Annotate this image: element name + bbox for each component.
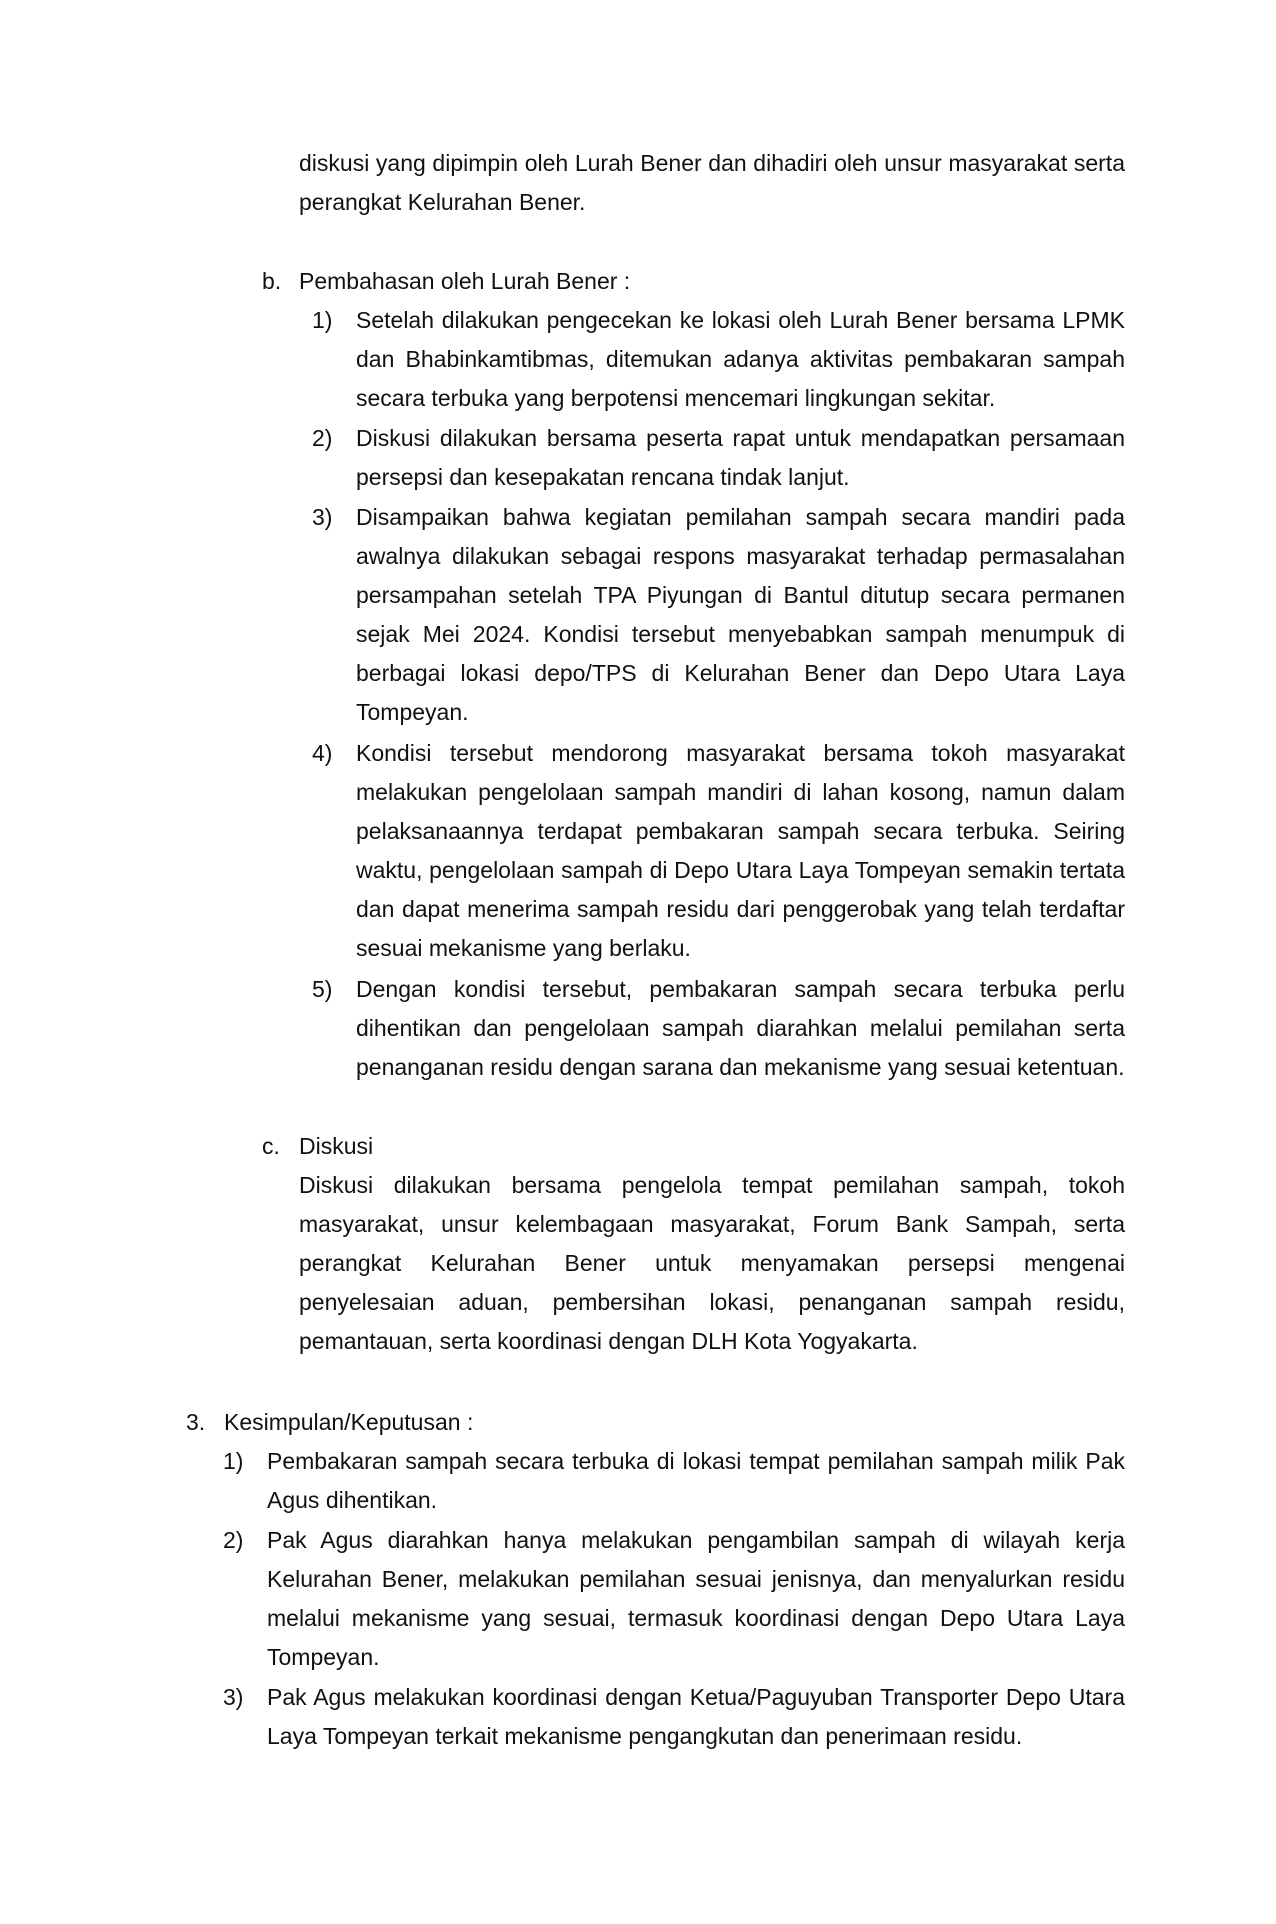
list-marker: 3) — [312, 504, 333, 530]
list-item-text: Disampaikan bahwa kegiatan pemilahan sampah secara mandiri pada awalnya dilakukan sebagai respons masyarakat terhadap permasalahan persampahan setelah TPA Piyungan di Bantul ditutup secara permanen sejak Mei 2024. Kondisi tersebut menyebabkan sampah menumpuk di berbagai lokasi depo/TPS di Kelurahan Bener dan Depo Utara Laya Tompeyan. — [356, 504, 1125, 725]
section-c-marker: c. — [262, 1133, 280, 1159]
list-marker: 2) — [223, 1527, 244, 1553]
section-b-heading: Pembahasan oleh Lurah Bener : — [299, 268, 631, 294]
list-item-text: Pembakaran sampah secara terbuka di lokasi tempat pemilahan sampah milik Pak Agus dihentikan. — [267, 1448, 1125, 1513]
list-marker: 5) — [312, 976, 333, 1002]
list-marker: 1) — [312, 307, 333, 333]
list-marker: 4) — [312, 740, 333, 766]
list-marker: 1) — [223, 1448, 244, 1474]
list-item-text: Pak Agus diarahkan hanya melakukan pengambilan sampah di wilayah kerja Kelurahan Bener, melakukan pemilahan sesuai jenisnya, dan menyalurkan residu melalui mekanisme yang sesuai, termasuk koordinasi dengan Depo Utara Laya Tompeyan. — [267, 1527, 1125, 1670]
list-marker: 2) — [312, 425, 333, 451]
list-item-text: Dengan kondisi tersebut, pembakaran sampah secara terbuka perlu dihentikan dan pengelolaan sampah diarahkan melalui pemilahan serta penanganan residu dengan sarana dan mekanisme yang sesuai ketentuan. — [356, 976, 1125, 1080]
section-c-heading: Diskusi — [299, 1133, 374, 1159]
list-item-text: Pak Agus melakukan koordinasi dengan Ketua/Paguyuban Transporter Depo Utara Laya Tompeyan terkait mekanisme pengangkutan dan penerimaan residu. — [267, 1684, 1125, 1749]
section-3-heading: Kesimpulan/Keputusan : — [224, 1409, 474, 1435]
section-b-marker: b. — [262, 268, 282, 294]
section-c-paragraph: Diskusi dilakukan bersama pengelola tempat pemilahan sampah, tokoh masyarakat, unsur kelembagaan masyarakat, Forum Bank Sampah, serta perangkat Kelurahan Bener untuk menyamakan persepsi mengenai penyelesaian aduan, pembersihan lokasi, penanganan sampah residu, pemantauan, serta koordinasi dengan DLH Kota Yogyakarta. — [299, 1172, 1125, 1354]
list-item-text: Diskusi dilakukan bersama peserta rapat untuk mendapatkan persamaan persepsi dan kesepakatan rencana tindak lanjut. — [356, 425, 1125, 490]
intro-paragraph: diskusi yang dipimpin oleh Lurah Bener dan dihadiri oleh unsur masyarakat serta perangkat Kelurahan Bener. — [299, 150, 1125, 215]
list-item-text: Kondisi tersebut mendorong masyarakat bersama tokoh masyarakat melakukan pengelolaan sampah mandiri di lahan kosong, namun dalam pelaksanaannya terdapat pembakaran sampah secara terbuka. Seiring waktu, pengelolaan sampah di Depo Utara Laya Tompeyan semakin tertata dan dapat menerima sampah residu dari penggerobak yang telah terdaftar sesuai mekanisme yang berlaku. — [356, 740, 1125, 961]
list-marker: 3) — [223, 1684, 244, 1710]
list-item-text: Setelah dilakukan pengecekan ke lokasi oleh Lurah Bener bersama LPMK dan Bhabinkamtibmas, ditemukan adanya aktivitas pembakaran sampah secara terbuka yang berpotensi mencemari lingkungan sekitar. — [356, 307, 1125, 411]
section-3-marker: 3. — [186, 1409, 206, 1435]
